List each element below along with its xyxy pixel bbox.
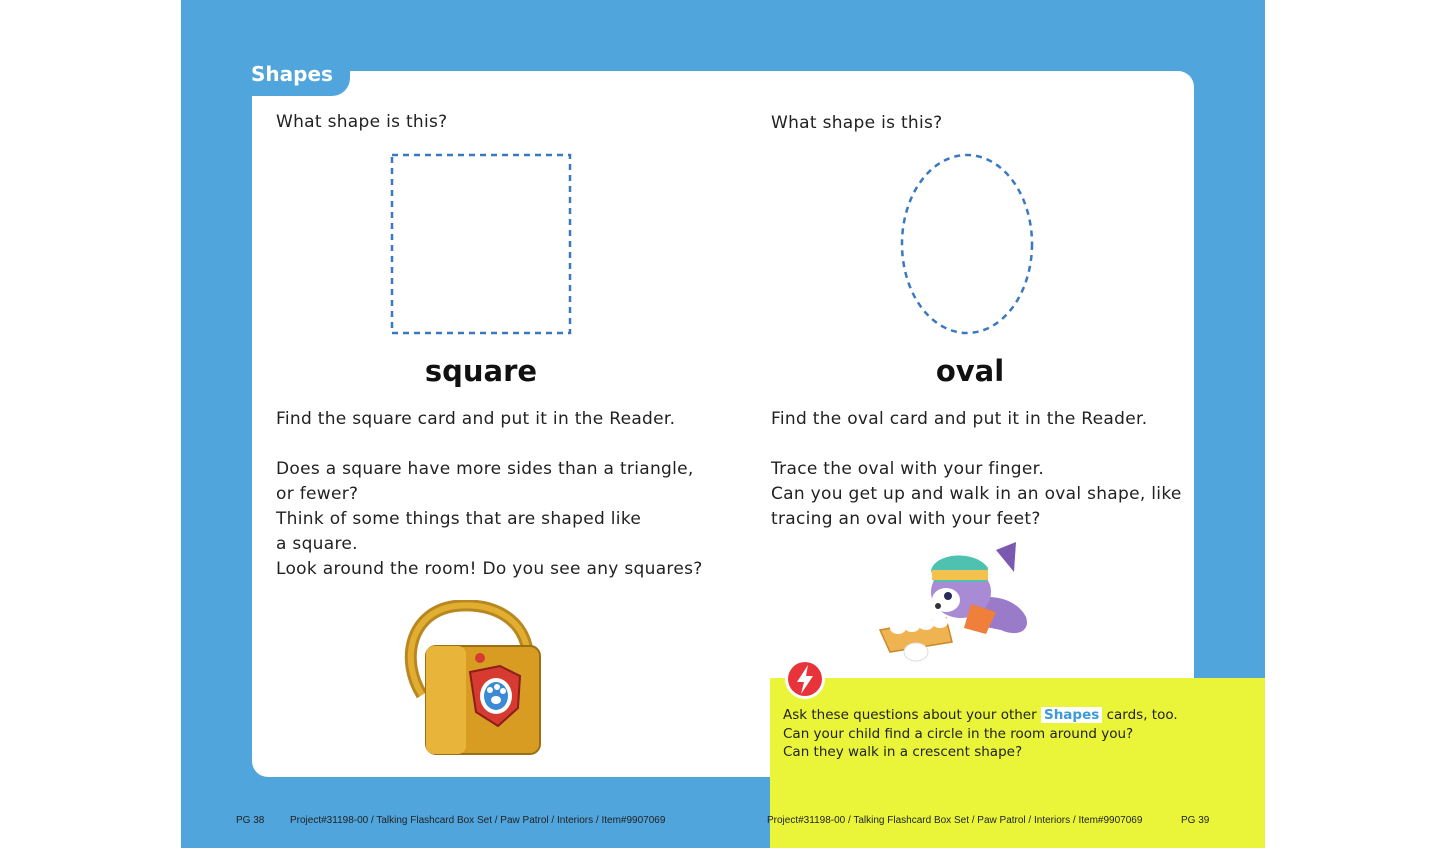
right-page-number: PG 39 (1181, 815, 1210, 826)
tip-text (783, 706, 1178, 762)
left-instruction: Find the square card and put it in the Reader. (276, 409, 676, 429)
left-page-number: PG 38 (236, 815, 265, 826)
right-prompt-line: Can you get up and walk in an oval shape, like (771, 484, 1182, 504)
shapes-highlight: Shapes (1041, 707, 1102, 723)
tip-line-3: Can they walk in a crescent shape? (783, 744, 1023, 760)
left-prompt-line: a square. (276, 534, 358, 554)
dashed-oval-icon (898, 151, 1036, 341)
pup-pack-icon (400, 600, 550, 764)
puppy-with-eggs-icon (876, 542, 1036, 671)
lightning-bolt-icon (783, 657, 827, 705)
left-shape-word: square (424, 354, 538, 388)
left-prompt-line: Does a square have more sides than a triangle, (276, 459, 694, 479)
left-prompt-line: Think of some things that are shaped like (276, 509, 642, 529)
left-body (276, 407, 703, 582)
left-project-info: Project#31198-00 / Talking Flashcard Box Set / Paw Patrol / Interiors / Item#9907069 (290, 815, 666, 826)
tip-line-1-start: Ask these questions about your other (783, 707, 1037, 723)
right-shape-word: oval (935, 354, 1005, 388)
right-body (771, 407, 1182, 532)
right-prompt-line: tracing an oval with your feet? (771, 509, 1041, 529)
section-title: Shapes (251, 62, 333, 86)
tip-line-2: Can your child find a circle in the room around you? (783, 725, 1134, 742)
right-prompt-line: Trace the oval with your finger. (771, 459, 1045, 479)
tip-line-1-end: cards, too. (1106, 707, 1178, 723)
left-prompt-line: or fewer? (276, 484, 359, 504)
dashed-square-icon (388, 151, 574, 341)
left-prompt-line: Look around the room! Do you see any squares? (276, 559, 703, 579)
tip-line-1 (783, 706, 1178, 725)
right-instruction: Find the oval card and put it in the Reader. (771, 409, 1148, 429)
right-project-info: Project#31198-00 / Talking Flashcard Box Set / Paw Patrol / Interiors / Item#9907069 (767, 815, 1143, 826)
right-question: What shape is this? (771, 113, 943, 133)
left-question: What shape is this? (276, 112, 448, 132)
